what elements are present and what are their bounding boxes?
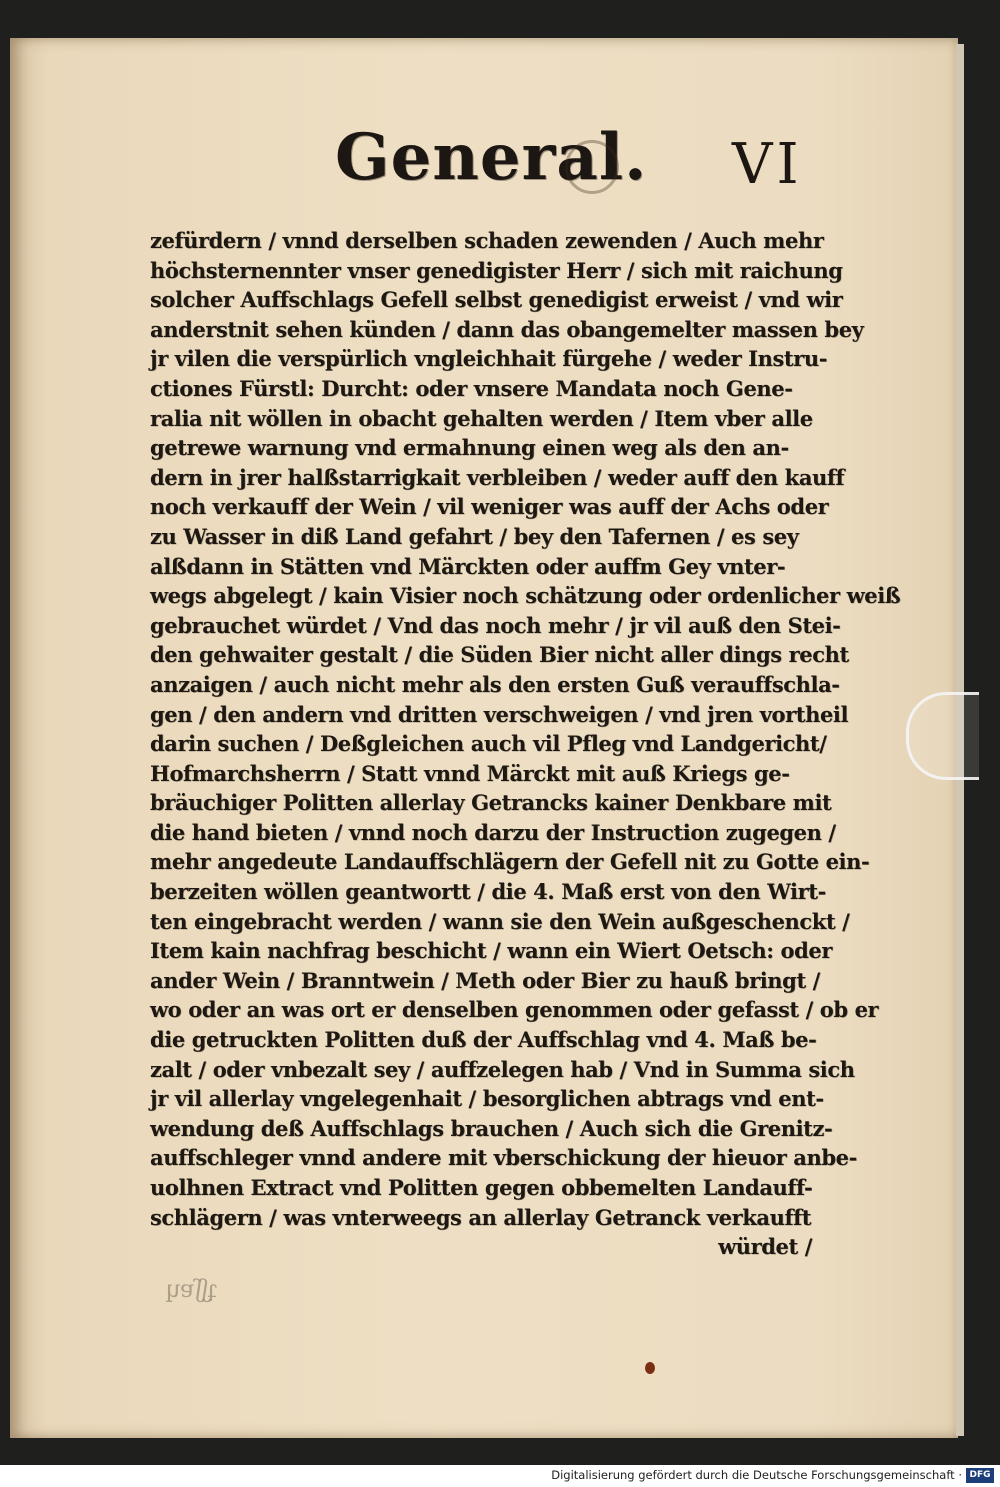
ink-spot — [645, 1362, 655, 1374]
text-line: ander Wein / Branntwein / Meth oder Bier zu hauß bringt / — [150, 967, 820, 993]
text-line: den gehwaiter gestalt / die Süden Bier nicht aller dings recht — [150, 642, 849, 668]
text-line: ten eingebracht werden / wann sie den Wein außgeschenckt / — [150, 908, 850, 934]
folio-number: VI — [732, 132, 803, 197]
bleed-through-mark: ʇʃʃɐɥ — [165, 1275, 218, 1303]
text-line: Item kain nachfrag beschicht / wann ein Wiert Oetsch: oder — [150, 938, 832, 964]
text-line: würdet / — [718, 1234, 812, 1260]
text-line: höchsternennter vnser genedigister Herr / sich mit raichung — [150, 257, 843, 283]
text-line: die getruckten Politten duß der Auffschlag vnd 4. Maß be- — [150, 1027, 817, 1053]
text-line: gebrauchet würdet / Vnd das noch mehr / jr vil auß den Stei- — [150, 612, 841, 638]
text-line: jr vil allerlay vngelegenhait / besorglichen abtrags vnd ent- — [150, 1086, 824, 1112]
text-line: bräuchiger Politten allerlay Getrancks kainer Denkbare mit — [150, 790, 832, 816]
text-line: dern in jrer halßstarrigkait verbleiben / weder auff den kauff — [150, 464, 845, 490]
text-line: Hofmarchsherrn / Statt vnnd Märckt mit auß Kriegs ge- — [150, 760, 790, 786]
text-line: die hand bieten / vnnd noch darzu der Instruction zugegen / — [150, 819, 836, 845]
text-line: jr vilen die verspürlich vngleichhait fürgehe / weder Instru- — [150, 346, 828, 372]
text-line: anderstnit sehen künden / dann das obangemelter massen bey — [150, 316, 864, 342]
text-line: alßdann in Stätten vnd Märckten oder auffm Gey vnter- — [150, 553, 786, 579]
text-line: berzeiten wöllen geantwortt / die 4. Maß erst von den Wirt- — [150, 879, 826, 905]
text-line: darin suchen / Deßgleichen auch vil Pfleg vnd Landgericht/ — [150, 731, 827, 757]
text-line: wendung deß Auffschlags brauchen / Auch sich die Grenitz- — [150, 1115, 833, 1141]
text-line: ralia nit wöllen in obacht gehalten werden / Item vber alle — [150, 405, 813, 431]
running-title: General. — [335, 120, 648, 195]
text-line: wo oder an was ort er denselben genommen oder gefasst / ob er — [150, 997, 879, 1023]
text-line: zu Wasser in diß Land gefahrt / bey den Tafernen / es sey — [150, 523, 799, 549]
text-line: solcher Auffschlags Gefell selbst genedigist erweist / vnd wir — [150, 287, 843, 313]
text-line: zefürdern / vnnd derselben schaden zewenden / Auch mehr — [150, 228, 824, 253]
body-text — [150, 226, 901, 1262]
paper-clip-icon — [906, 692, 979, 780]
text-line: getrewe warnung vnd ermahnung einen weg als den an- — [150, 435, 789, 461]
text-line: ctiones Fürstl: Durcht: oder vnsere Mandata noch Gene- — [150, 375, 793, 401]
text-line: mehr angedeute Landauffschlägern der Gefell nit zu Gotte ein- — [150, 849, 870, 875]
text-line: wegs abgelegt / kain Visier noch schätzung oder ordenlicher weiß — [150, 583, 901, 609]
text-line: auffschleger vnnd andere mit vberschickung der hieuor anbe- — [150, 1145, 857, 1171]
ornament-icon — [565, 140, 619, 194]
text-line: gen / den andern vnd dritten verschweigen / vnd jren vortheil — [150, 701, 849, 727]
text-line: anzaigen / auch nicht mehr als den ersten Guß verauffschla- — [150, 671, 840, 697]
text-line: zalt / oder vnbezalt sey / auffzelegen hab / Vnd in Summa sich — [150, 1056, 855, 1082]
text-line: uolhnen Extract vnd Politten gegen obbemelten Landauff- — [150, 1175, 813, 1200]
text-line: schlägern / was vnterweegs an allerlay Getranck verkaufft — [150, 1204, 812, 1230]
dfg-logo-icon: DFG — [966, 1468, 994, 1483]
text-line: noch verkauff der Wein / vil weniger was auff der Achs oder — [150, 494, 829, 520]
footer-credit: Digitalisierung gefördert durch die Deutsche Forschungsgemeinschaft · — [551, 1468, 962, 1482]
